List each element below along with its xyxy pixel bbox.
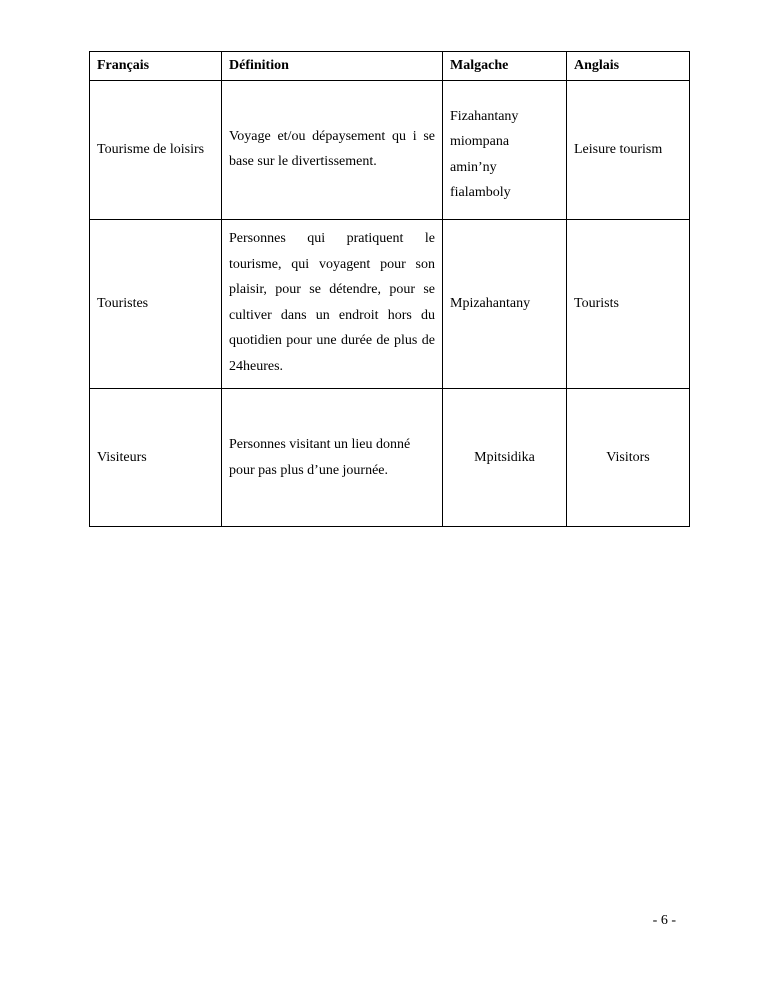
- glossary-table: [89, 51, 690, 527]
- table-row: [90, 81, 690, 220]
- cell-anglais: Tourists: [567, 220, 690, 389]
- cell-definition: [222, 220, 443, 389]
- cell-francais: Touristes: [90, 220, 222, 389]
- cell-anglais: Leisure tourism: [567, 81, 690, 220]
- table-row: [90, 220, 690, 389]
- definition-text: Voyage et/ou dépaysement qu i se base sur le divertissement.: [229, 128, 435, 169]
- malgache-text: Fizahantany miompana amin’ny fialamboly: [450, 108, 519, 200]
- header-definition: Définition: [222, 52, 443, 81]
- header-anglais: Anglais: [567, 52, 690, 81]
- table-header: [90, 52, 690, 81]
- definition-text: Personnes qui pratiquent le tourisme, qui voyagent pour son plaisir, pour se détendre, pour se cultiver dans un endroit hors du quotidien pour une durée de plus de 24heures.: [229, 231, 435, 374]
- cell-francais: Tourisme de loisirs: [90, 81, 222, 220]
- cell-francais: Visiteurs: [90, 389, 222, 527]
- table-row: [90, 389, 690, 527]
- cell-malgache: Mpitsidika: [443, 389, 567, 527]
- cell-anglais: Visitors: [567, 389, 690, 527]
- table-body: [90, 81, 690, 527]
- header-row: [90, 52, 690, 81]
- cell-definition: [222, 81, 443, 220]
- cell-definition: Personnes visitant un lieu donné pour pas plus d’une journée.: [222, 389, 443, 527]
- header-malgache: Malgache: [443, 52, 567, 81]
- page-number: - 6 -: [652, 913, 676, 928]
- cell-malgache: [443, 81, 567, 220]
- cell-malgache: Mpizahantany: [443, 220, 567, 389]
- header-francais: Français: [90, 52, 222, 81]
